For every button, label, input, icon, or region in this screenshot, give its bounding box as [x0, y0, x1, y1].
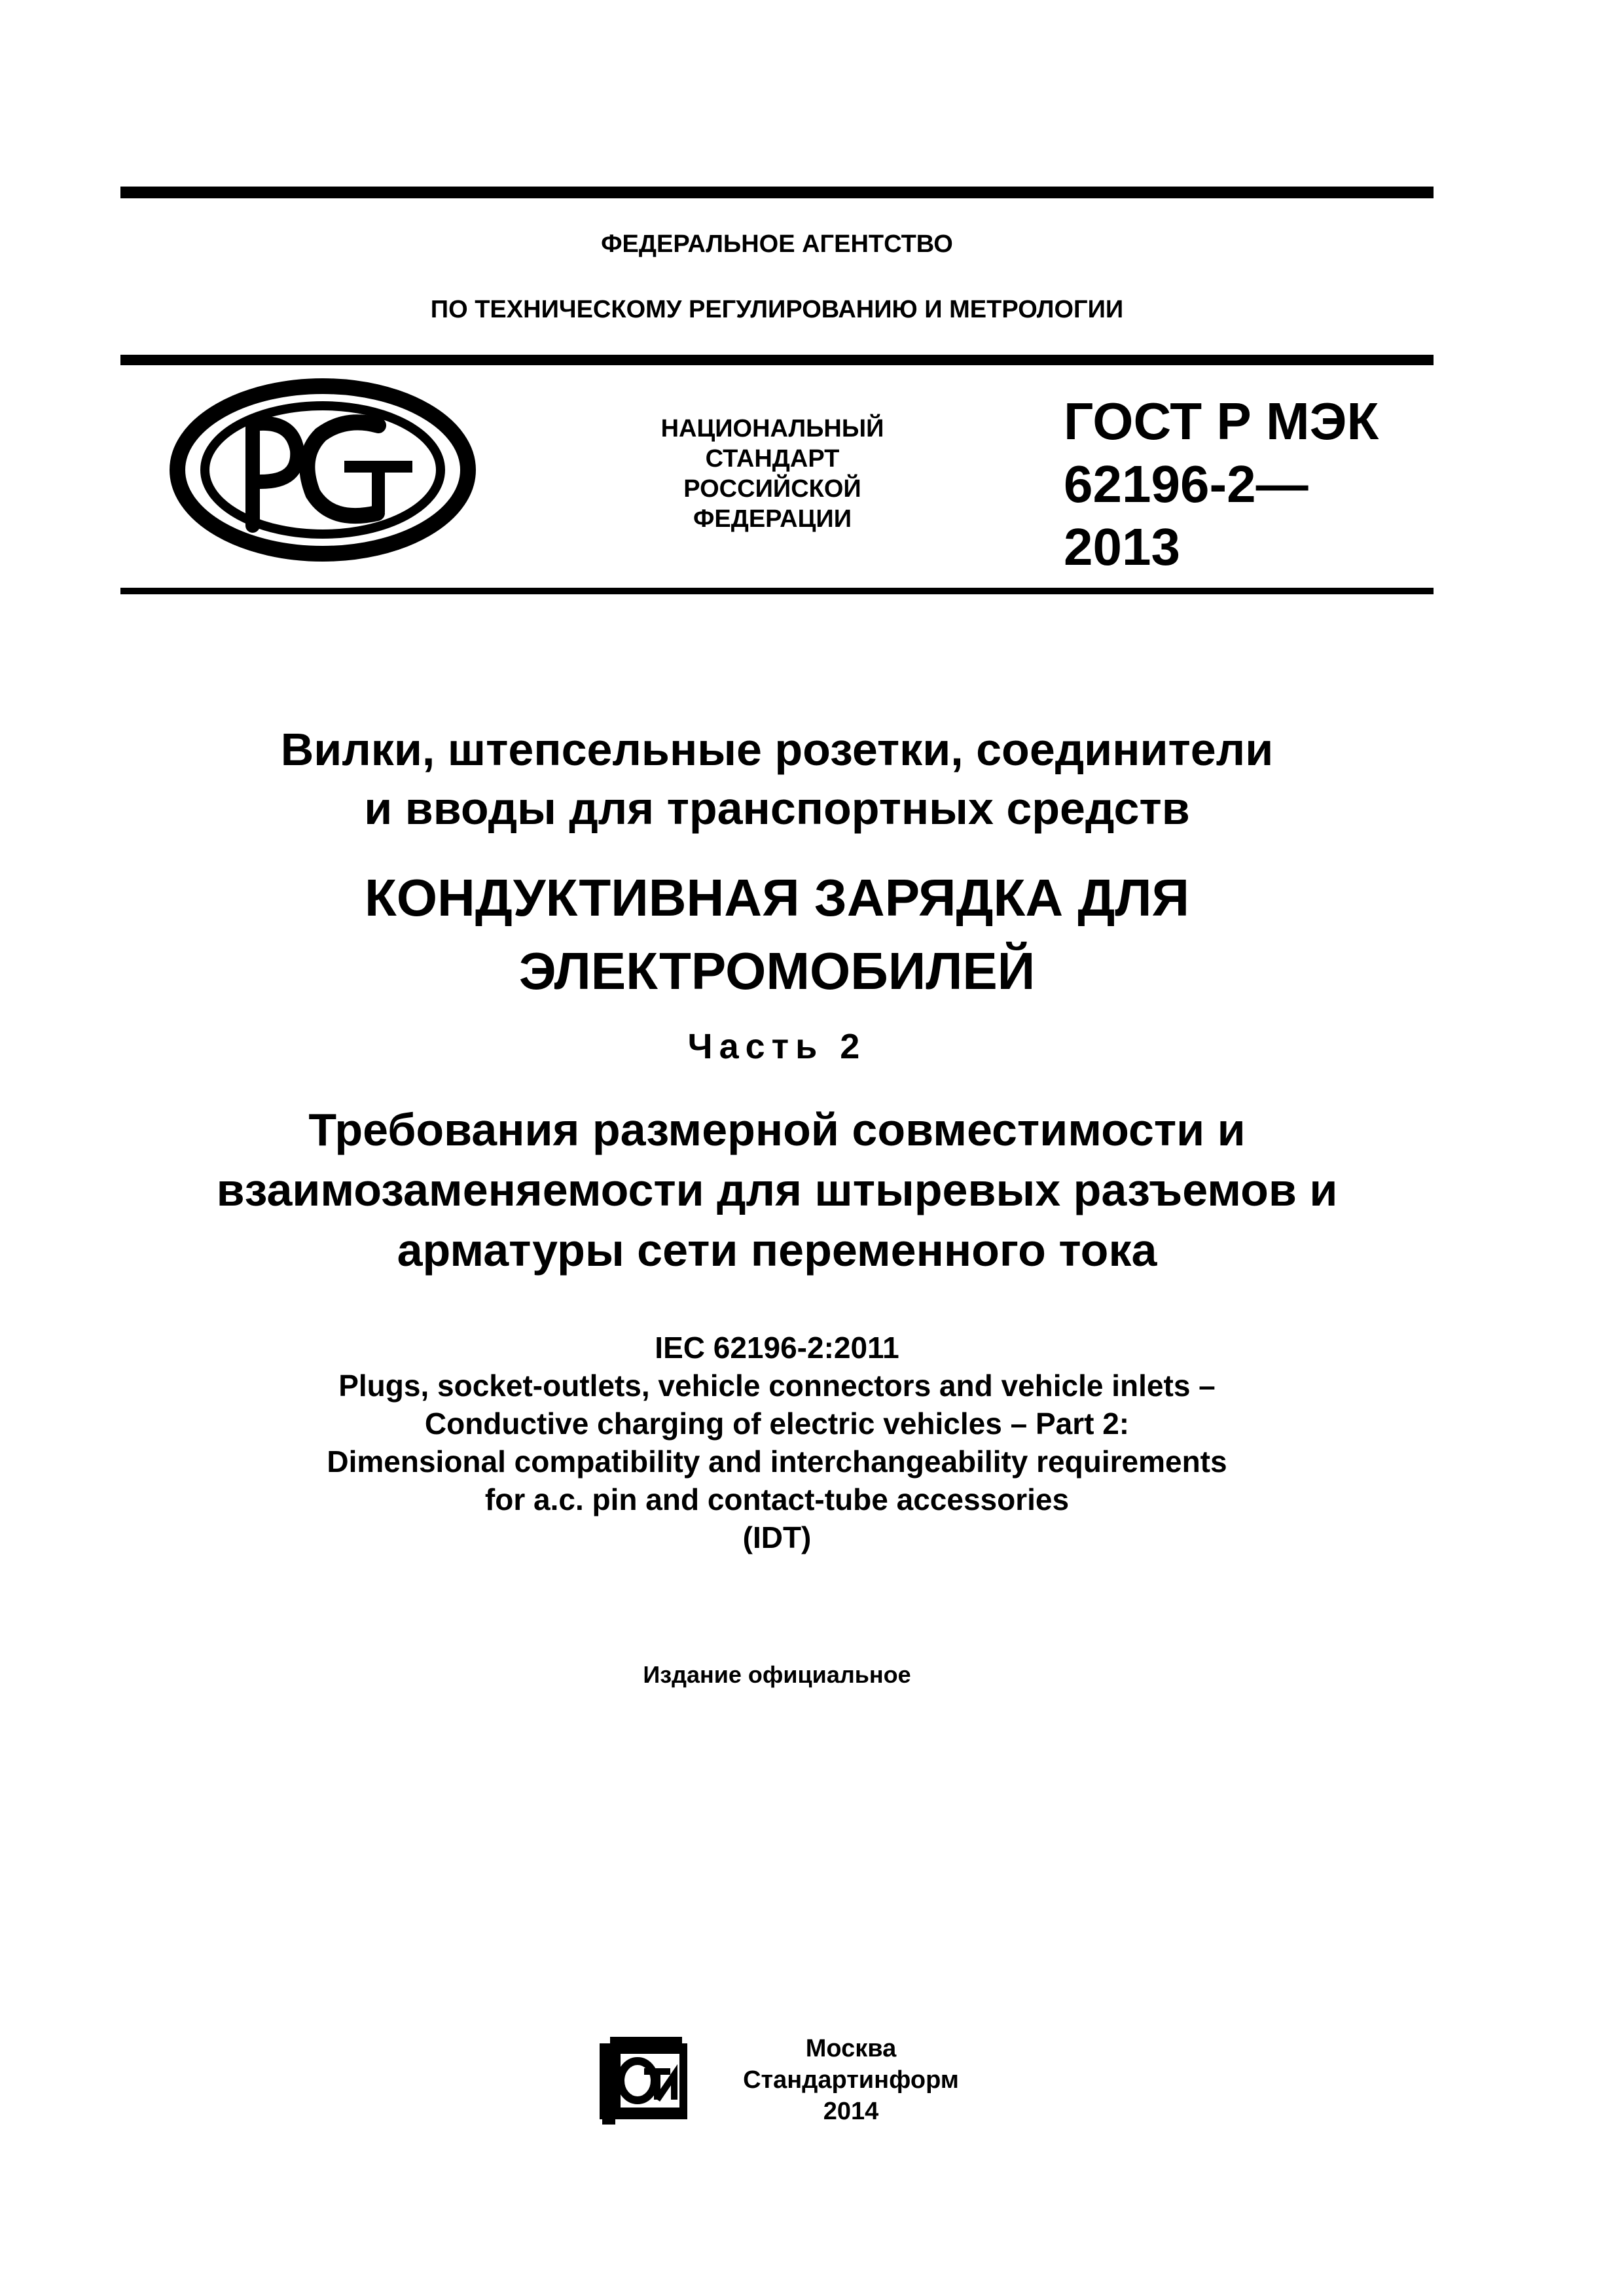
label-line: РОССИЙСКОЙ: [683, 475, 861, 503]
subtitle-line: Требования размерной совместимости и: [308, 1104, 1246, 1155]
iec-line: Dimensional compatibility and interchangeability requirements: [327, 1444, 1227, 1479]
main-title-line: ЭЛЕКТРОМОБИЛЕЙ: [518, 942, 1036, 1000]
publisher-city: Москва: [805, 2035, 897, 2062]
standard-designation: [1064, 390, 1430, 579]
subtitle-line: взаимозаменяемости для штыревых разъемов и: [216, 1164, 1338, 1215]
designation-line: 62196-2—: [1064, 455, 1308, 513]
rst-emblem-icon: [169, 378, 477, 562]
top-rule: [120, 187, 1434, 198]
group-title: [120, 720, 1434, 838]
subtitle: [120, 1100, 1434, 1280]
subtitle-line: арматуры сети переменного тока: [397, 1225, 1157, 1276]
main-title-line: КОНДУКТИВНАЯ ЗАРЯДКА ДЛЯ: [365, 869, 1189, 927]
edition-label: Издание официальное: [643, 1661, 911, 1688]
agency-line-2: ПО ТЕХНИЧЕСКОМУ РЕГУЛИРОВАНИЮ И МЕТРОЛОГИИ: [430, 296, 1124, 323]
label-line: СТАНДАРТ: [705, 445, 840, 473]
block-rule: [120, 588, 1434, 594]
national-standard-label: [589, 414, 956, 534]
label-line: ФЕДЕРАЦИИ: [693, 505, 852, 533]
designation-line: ГОСТ Р МЭК: [1064, 392, 1379, 450]
header-rule: [120, 355, 1434, 365]
publication-year: 2014: [823, 2098, 879, 2125]
publisher-name: Стандартинформ: [743, 2066, 959, 2094]
standartinform-logo-icon: [594, 2034, 693, 2126]
iec-line: IEC 62196-2:2011: [655, 1331, 899, 1365]
group-title-line: и вводы для транспортных средств: [364, 783, 1190, 834]
main-title: [120, 861, 1434, 1008]
agency-line-1: ФЕДЕРАЛЬНОЕ АГЕНТСТВО: [601, 230, 953, 258]
iec-line: Plugs, socket-outlets, vehicle connectors and vehicle inlets –: [338, 1369, 1216, 1403]
iec-line: Conductive charging of electric vehicles – Part 2:: [424, 1407, 1130, 1441]
group-title-line: Вилки, штепсельные розетки, соединители: [280, 724, 1274, 775]
iec-line: for a.c. pin and contact-tube accessories: [484, 1482, 1070, 1516]
iec-line: (IDT): [742, 1520, 812, 1554]
iec-reference: [120, 1329, 1434, 1556]
publisher-info: [713, 2033, 988, 2127]
part-label: Часть 2: [687, 1027, 867, 1066]
label-line: НАЦИОНАЛЬНЫЙ: [660, 415, 884, 442]
designation-line: 2013: [1064, 518, 1180, 576]
